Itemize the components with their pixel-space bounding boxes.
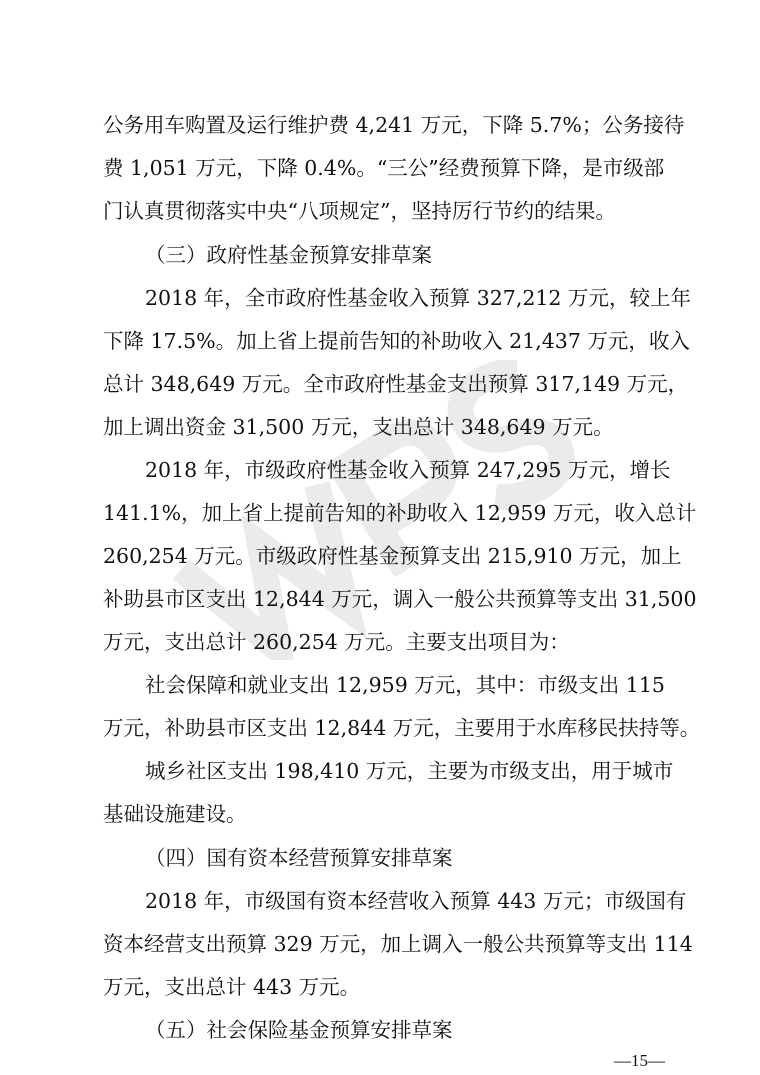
body-text-line: 万元，支出总计 443 万元。	[103, 975, 361, 999]
body-text-line: 加上调出资金 31,500 万元，支出总计 348,649 万元。	[103, 415, 614, 439]
body-text-line: 基础设施建设。	[103, 802, 247, 826]
body-text-line: 2018 年，市级政府性基金收入预算 247,295 万元，增长	[145, 458, 671, 482]
body-text-line: 万元，补助县市区支出 12,844 万元，主要用于水库移民扶持等。	[103, 716, 701, 740]
body-text-line: 2018 年，全市政府性基金收入预算 327,212 万元，较上年	[145, 286, 691, 310]
section-heading: （三）政府性基金预算安排草案	[145, 243, 432, 267]
body-text-line: 费 1,051 万元，下降 0.4%。“三公”经费预算下降，是市级部	[103, 156, 665, 180]
section-heading: （四）国有资本经营预算安排草案	[145, 846, 453, 870]
body-text-line: 总计 348,649 万元。全市政府性基金支出预算 317,149 万元，	[103, 372, 689, 396]
body-text-line: 城乡社区支出 198,410 万元，主要为市级支出，用于城市	[145, 759, 674, 783]
body-text-line: 万元，支出总计 260,254 万元。主要支出项目为：	[103, 630, 570, 654]
body-text-line: 公务用车购置及运行维护费 4,241 万元，下降 5.7%；公务接待	[103, 113, 685, 137]
body-text-line: 资本经营支出预算 329 万元，加上调入一般公共预算等支出 114	[103, 932, 693, 956]
body-text-line: 社会保障和就业支出 12,959 万元，其中：市级支出 115	[145, 673, 665, 697]
body-text-line: 门认真贯彻落实中央“八项规定”，坚持厉行节约的结果。	[103, 199, 616, 223]
body-text-line: 2018 年，市级国有资本经营收入预算 443 万元；市级国有	[145, 889, 687, 913]
body-text-line: 260,254 万元。市级政府性基金预算支出 215,910 万元，加上	[103, 544, 682, 568]
page-number: —15—	[614, 1051, 665, 1070]
body-text-line: 下降 17.5%。加上省上提前告知的补助收入 21,437 万元，收入	[103, 329, 690, 353]
body-text-line: 141.1%，加上省上提前告知的补助收入 12,959 万元，收入总计	[103, 501, 697, 525]
section-heading: （五）社会保险基金预算安排草案	[145, 1018, 453, 1042]
body-text-line: 补助县市区支出 12,844 万元，调入一般公共预算等支出 31,500	[103, 587, 697, 611]
